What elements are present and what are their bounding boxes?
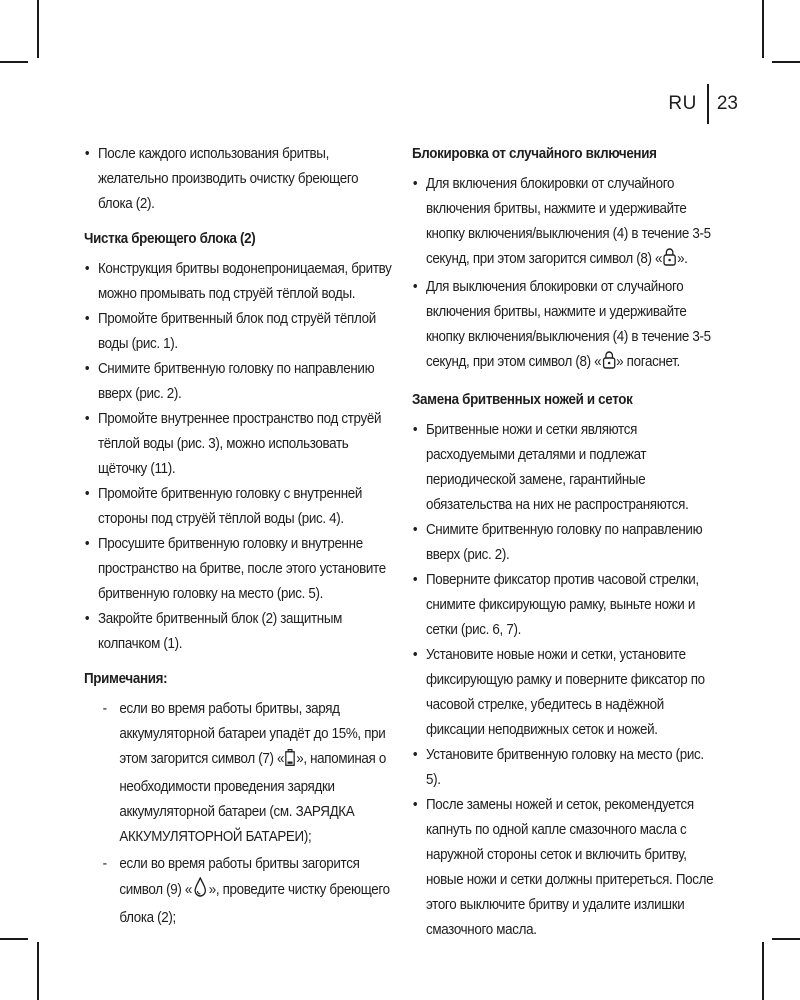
list-item: • После каждого использования бритвы, желательно производить очистку бреющего блока (2). bbox=[84, 142, 396, 217]
intro-list bbox=[84, 142, 396, 217]
cleaning-list bbox=[84, 257, 396, 657]
list-item: • Промойте бритвенный блок под струёй тёплой воды (рис. 1). bbox=[84, 307, 396, 357]
crop-mark-bottom-left-v bbox=[37, 942, 39, 1000]
list-item: • Просушите бритвенную головку и внутренне пространство на бритве, после этого установите бритвенную головку на место (рис. 5). bbox=[84, 532, 396, 607]
item-text: Для выключения блокировки от случайного включения бритвы, нажмите и удерживайте кнопку включения/выключения (4) в течение 3-5 секунд, при этом символ (8) « bbox=[425, 279, 711, 370]
battery-icon bbox=[285, 749, 295, 775]
item-text: Для включения блокировки от случайного включения бритвы, нажмите и удерживайте кнопку включения/выключения (4) в течение 3-5 секунд, при этом загорится символ (8) « bbox=[425, 176, 711, 267]
crop-mark-top-right-h bbox=[772, 61, 800, 63]
list-item: • Снимите бритвенную головку по направлению вверх (рис. 2). bbox=[84, 357, 396, 407]
page-header bbox=[668, 89, 738, 119]
list-item bbox=[412, 172, 719, 275]
right-column bbox=[412, 142, 719, 949]
note-item bbox=[103, 697, 396, 850]
section-heading-replace: Замена бритвенных ножей и сеток bbox=[412, 392, 633, 408]
item-text: ». bbox=[677, 251, 688, 267]
note-text: если во время работы бритвы, заряд аккумуляторной батареи упадёт до 15%, при этом загорится символ (7) « bbox=[119, 701, 386, 767]
list-item: • Конструкция бритвы водонепроницаемая, бритву можно промывать под струёй тёплой воды. bbox=[84, 257, 396, 307]
note-text: », напоминая о необходимости проведения зарядки аккумуляторной батареи (см. ЗАРЯДКА АККУМУЛЯТОРНОЙ БАТАРЕИ); bbox=[119, 751, 386, 845]
notes-list bbox=[84, 697, 396, 931]
section-heading-cleaning: Чистка бреющего блока (2) bbox=[84, 231, 256, 247]
list-item: • Бритвенные ножи и сетки являются расходуемыми деталями и подлежат периодической замене, гарантийные обязательства на них не распространяются. bbox=[412, 418, 719, 518]
note-text: если во время работы бритвы загорится символ (9) « bbox=[119, 856, 360, 898]
list-item: • Установите новые ножи и сетки, установите фиксирующую рамку и поверните фиксатор по часовой стрелке, убедитесь в надёжной фиксации неподвижных сеток и ножей. bbox=[412, 643, 719, 743]
list-item: • После замены ножей и сеток, рекомендуется капнуть по одной капле смазочного масла с наружной стороны сеток и включить бритву, новые ножи и сетки должны притереться. После этого выключите бритву и удалите излишки смазочного масла. bbox=[412, 793, 719, 943]
crop-mark-bottom-right-v bbox=[762, 942, 764, 1000]
list-item: • Установите бритвенную головку на место (рис. 5). bbox=[412, 743, 719, 793]
list-item: • Промойте внутреннее пространство под струёй тёплой воды (рис. 3), можно использовать щёточку (11). bbox=[84, 407, 396, 482]
section-heading-notes: Примечания: bbox=[84, 671, 168, 687]
item-text: » погаснет. bbox=[616, 354, 680, 370]
list-item: • Поверните фиксатор против часовой стрелки, снимите фиксирующую рамку, выньте ножи и сетки (рис. 6, 7). bbox=[412, 568, 719, 643]
crop-mark-bottom-right-h bbox=[772, 938, 800, 940]
replace-list bbox=[412, 418, 719, 943]
section-heading-lock: Блокировка от случайного включения bbox=[412, 146, 657, 162]
note-item bbox=[103, 852, 396, 931]
cleaning-drop-icon bbox=[193, 877, 208, 906]
list-item: • Закройте бритвенный блок (2) защитным колпачком (1). bbox=[84, 607, 396, 657]
crop-mark-top-left-h bbox=[0, 61, 28, 63]
lock-list bbox=[412, 172, 719, 378]
padlock-icon bbox=[602, 350, 615, 378]
crop-mark-top-right-v bbox=[762, 0, 764, 58]
note-text: », проведите чистку бреющего блока (2); bbox=[119, 882, 390, 926]
list-item: • Промойте бритвенную головку с внутренней стороны под струёй тёплой воды (рис. 4). bbox=[84, 482, 396, 532]
crop-mark-top-left-v bbox=[37, 0, 39, 58]
list-item bbox=[412, 275, 719, 378]
padlock-icon bbox=[663, 247, 676, 275]
page-number: 23 bbox=[716, 93, 738, 114]
crop-mark-bottom-left-h bbox=[0, 938, 28, 940]
left-column bbox=[84, 142, 396, 933]
language-code: RU bbox=[668, 93, 697, 114]
list-item: • Снимите бритвенную головку по направлению вверх (рис. 2). bbox=[412, 518, 719, 568]
